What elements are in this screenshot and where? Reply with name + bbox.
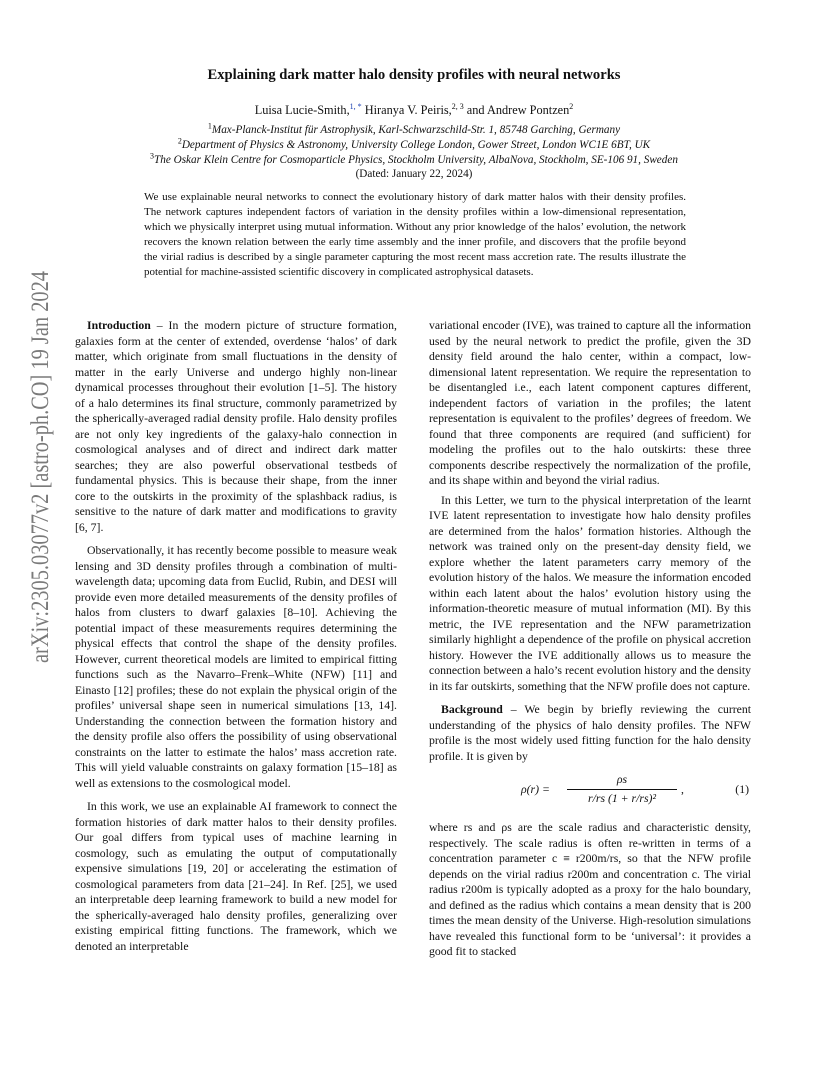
author-list bbox=[88, 103, 740, 118]
author-2: Hiranya V. Peiris, bbox=[361, 103, 452, 117]
left-column bbox=[75, 318, 397, 954]
equation-fraction bbox=[567, 772, 677, 806]
this-work-paragraph: In this work, we use an explainable AI framework to connect the formation histories of dark matter halos to their density profiles. Our goal differs from typical uses of machine learning in cosmology, such as emulating the output of computationally expensive simulations [19, 20] or accelerating the estimation of cosmological parameters from data [21–24]. In Ref. [25], we used an interpretable deep learning framework to build a new model for the spherically-averaged halo density profiles, generalizing over existing empirical fitting functions. The framework, which we denoted an interpretable bbox=[75, 800, 397, 953]
letter-paragraph: In this Letter, we turn to the physical interpretation of the learnt IVE latent representation to investigate how halo density profiles are determined from the halos’ formation histories. Although the network was trained only on the present-day density field, we explore whether the latent parameters carry memory of the evolution history of the halos. We measure the information encoded within each latent about the halos’ evolution history using the information-theoretic measure of mutual information (MI). By this metric, the IVE representation and the NFW parametrization similarly highlight a dependence of the profile on physical accretion history. However the IVE additionally allows us to measure the connection between a halo’s recent evolution history and the density in its far outskirts, something that the NFW profile does not capture. bbox=[429, 493, 751, 693]
intro-heading: Introduction bbox=[87, 319, 151, 332]
author-1-affil[interactable]: 1, * bbox=[349, 101, 362, 111]
equation-lhs: ρ(r) = bbox=[521, 783, 550, 796]
affiliation-3: $^3$The Oskar Klein Centre for Cosmoparticle Physics, Stockholm University, AlbaNova, Stockholm, SE-106 91, Sweden bbox=[150, 151, 678, 166]
nfw-equation bbox=[429, 770, 751, 814]
equation-numerator: ρs bbox=[567, 772, 677, 790]
abstract: We use explainable neural networks to connect the evolutionary history of dark matter halos with their density profiles. The network captures independent factors of variation in the density profiles within a low-dimensional representation, which we physically interpret using mutual information. Without any prior knowledge of the halos’ evolution, the network recovers the known relation between the early time assembly and the inner profile, and discovers that the profile beyond the virial radius is described by a single parameter capturing the most recent mass accretion rate. The results illustrate the potential for machine-assisted scientific discovery in complicated astrophysical datasets. bbox=[144, 191, 686, 278]
paper-title: Explaining dark matter halo density profiles with neural networks bbox=[207, 67, 621, 83]
background-paragraph: Background – We begin by briefly reviewing the current understanding of the physics of halo density profiles. The NFW profile is the most widely used fitting function for the halo density profile. It is given by bbox=[429, 703, 751, 763]
observations-paragraph: Observationally, it has recently become possible to measure weak lensing and 3D density profiles through a combination of multi-wavelength data; upcoming data from Euclid, Rubin, and DESI will provide even more detailed measurements of the density profiles of halos from clusters to dwarf galaxies [8–10]. Achieving the potential impact of these measurements requires determining the physical effects that control the shape of the density profiles. However, current theoretical models are limited to empirical fitting functions such as the Navarro–Frenk–White (NFW) [11] and Einasto [12] profiles; these do not explain the physical origin of the profiles’ universal shape seen in numerical simulations [13, 14]. Understanding the connection between the formation history and the density profile also offers the possibility of using observational constraints on the latter to estimate the halos’ mass accretion rate. This will yield valuable constraints on galaxy formation [15–18] as well as extensions to the cosmological model. bbox=[75, 544, 397, 790]
equation-denominator: r/rs (1 + r/rs)² bbox=[588, 791, 656, 805]
dated-line: (Dated: January 22, 2024) bbox=[355, 168, 473, 180]
author-2-affil: 2, 3 bbox=[451, 101, 464, 111]
author-3: and Andrew Pontzen bbox=[463, 103, 570, 117]
equation-number: (1) bbox=[735, 783, 749, 796]
affiliation-1: $^1$Max-Planck-Institut für Astrophysik, Karl-Schwarzschild-Str. 1, 85748 Garching, Germany bbox=[207, 121, 621, 136]
right-column bbox=[429, 318, 751, 960]
arxiv-identifier bbox=[10, 265, 62, 665]
intro-paragraph: Introduction – In the modern picture of structure formation, galaxies form at the center of extended, overdense ‘halos’ of dark matter, which originate from small fluctuations in the density of matter in the early Universe and undergo highly non-linear dynamical processes throughout their evolution [1–5]. The history of a halo determines its final structure, commonly parametrized by the spherically-averaged radial density profile. Halo density profiles are not only key ingredients of the galaxy-halo connection in cosmological analyses and of direct and indirect dark matter searches; they are also powerful observational testbeds of fundamental physics. This is because their shape, from the inner core to the outskirts in the proximity of the splashback radius, is sensitive to the nature of dark matter and modifications to gravity [6, 7]. bbox=[75, 319, 397, 534]
author-3-affil: 2 bbox=[569, 101, 574, 111]
affiliation-2: $^2$Department of Physics & Astronomy, University College London, Gower Street, London WC1E 6BT, UK bbox=[177, 136, 651, 151]
author-1: Luisa Lucie-Smith, bbox=[254, 103, 350, 117]
arxiv-id-text: arXiv:2305.03077v2 [astro-ph.CO] 19 Jan 2024 bbox=[27, 265, 54, 663]
background-heading: Background bbox=[441, 703, 503, 716]
equation-comma: , bbox=[681, 783, 684, 796]
nfw-description-paragraph: where rs and ρs are the scale radius and characteristic density, respectively. The scale radius is often re-written in terms of a concentration parameter c ≡ r200m/rs, so that the NFW profile depends on the virial radius r200m and concentration c. The virial radius r200m is typically adopted as a proxy for the halo boundary, and defined as the radius which contains a mean density that is 200 times the mean density of the Universe. High-resolution simulations have revealed this functional form to be ‘universal’: it provides a good fit to stacked bbox=[429, 821, 751, 958]
ive-paragraph: variational encoder (IVE), was trained to capture all the information used by the neural network to predict the profile, given the 3D density field around the halo center, within a compact, low-dimensional latent representation. We require the representation to be disentangled i.e., each latent component captures different, independent factors of variation in the profiles; the latent representation is equivalent to the profiles’ degrees of freedom. We found that three components are required (and sufficient) for modeling the profiles out to the halo outskirts: these three components describe respectively the normalization of the profile, and its shape within and beyond the virial radius. bbox=[429, 319, 751, 487]
